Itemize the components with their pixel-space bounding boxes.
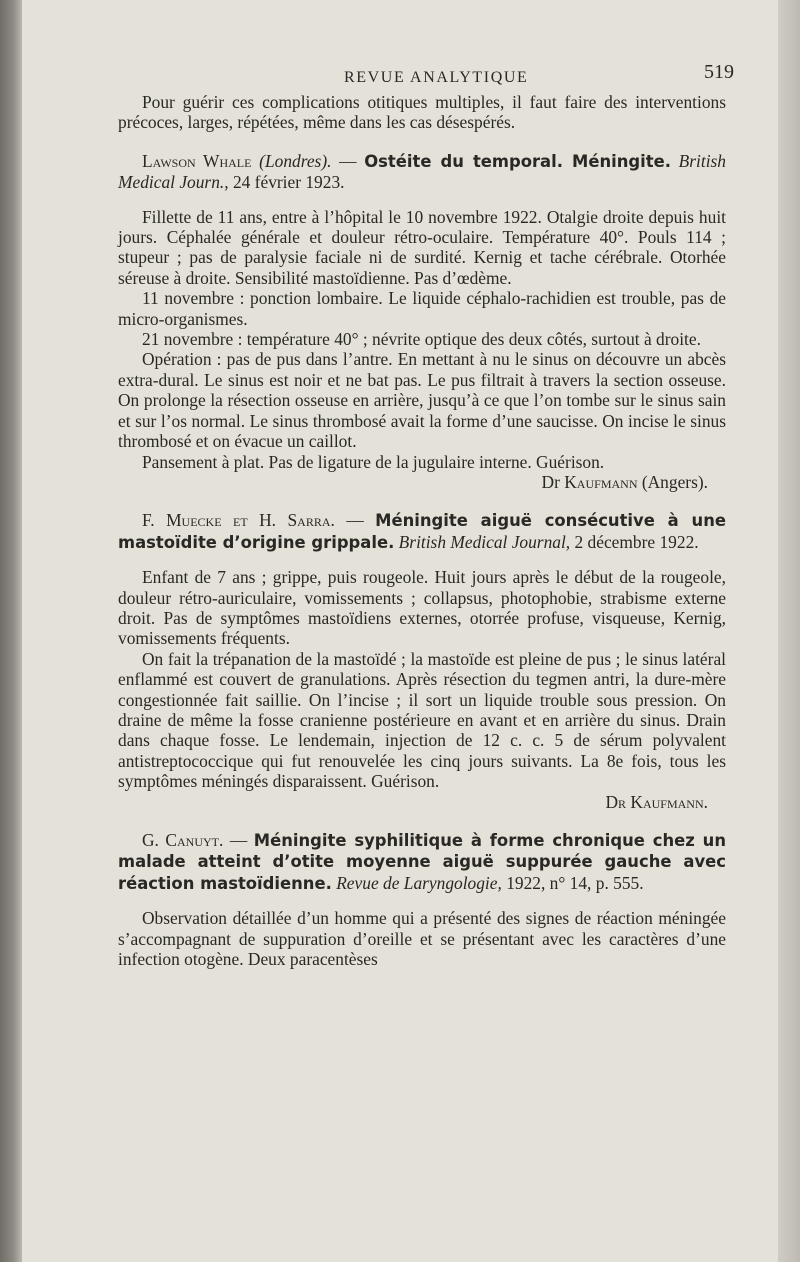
article-1-title: Ostéite du temporal. Méningite. [364,151,671,171]
article-1-source: British Medical Journ., [118,150,726,193]
scan-left-edge [0,0,22,1262]
article-2-signature: Dr Kaufmann. [605,791,708,812]
article-2-paragraph: On fait la trépanation de la mastoïdé ; la mastoïde est pleine de pus ; le sinus latéral enflammé est couvert de granulations. Après résection du tegmen antri, la dure-mère congestionnée fait saillie. On l’incise ; il sort un liquide trouble sous pression. On draine de même la fosse cranienne postérieure en avant et en arrière du sinus. Drain dans chaque fosse. Le lendemain, injection de 12 c. c. 5 de sérum polyvalent antistreptococcique qui fut renouvelée les cinq jours suivants. La 8e fois, tous les symptômes méningés disparaissent. Guérison. [118,648,726,792]
article-2-paragraph: Enfant de 7 ans ; grippe, puis rougeole. Huit jours après le début de la rougeole, douleur rétro-auriculaire, vomissements ; collapsus, photophobie, strabisme externe droit. Pas de symptômes mastoïdiens externes, otorrée profuse, visqueuse, Kernig, vomissements fréquents. [118,567,726,649]
article-2-source: British Medical Journal, [398,531,571,552]
article-1-date: 24 février 1923. [228,172,345,193]
running-title: REVUE ANALYTIQUE [344,69,529,86]
article-3-heading: G. Canuyt. — Méningite syphilitique à forme chronique chez un malade atteint d’otite moyenne aiguë suppurée gauche avec réaction mastoïdienne. Revue de Laryngologie, 1922, n° 14, p. 555. [118,830,726,893]
article-1-paragraph: Fillette de 11 ans, entre à l’hôpital le 10 novembre 1922. Otalgie droite depuis huit jours. Céphalée générale et douleur rétro-oculaire. Température 40°. Pouls 114 ; stupeur ; pas de paralysie faciale ni de surdité. Kernig et tache cérébrale. Otorhée séreuse à droite. Sensibilité mastoïdienne. Pas d’œdème. [118,206,726,288]
article-3-author: G. Canuyt. [142,830,224,850]
article-1-paragraph: 11 novembre : ponction lombaire. Le liquide céphalo-rachidien est trouble, pas de micro-organismes. [118,288,726,329]
article-1-place: (Londres). [259,150,332,171]
article-2-heading: F. Muecke et H. Sarra. — Méningite aiguë consécutive à une mastoïdite d’origine grippale. British Medical Journal, 2 décembre 1922. [118,510,726,552]
article-2-title: Méningite aiguë consécutive à une mastoïdite d’origine grippale. [118,511,726,552]
article-3-date: 1922, n° 14, p. 555. [501,872,644,893]
article-1-author: Lawson Whale [142,150,252,171]
page-number: 519 [704,61,734,83]
article-1-signature: Dr Kaufmann (Angers). [541,471,708,492]
article-2-date: 2 décembre 1922. [570,531,699,552]
article-1-paragraph: Opération : pas de pus dans l’antre. En mettant à nu le sinus on découvre un abcès extra-dural. Le sinus est noir et ne bat pas. Le pus filtrait à travers la section osseuse. On prolonge la résection osseuse en arrière, jusqu’à ce que l’on tombe sur le sinus sain et sur l’os normal. Le sinus thrombosé avait la forme d’une saucisse. On incise le sinus thrombosé et on évacue un caillot. [118,349,726,452]
page-content [118,61,734,970]
article-3-paragraph: Observation détaillée d’un homme qui a présenté des signes de réaction méningée s’accompagnant de suppuration d’oreille et se présentant avec les caractères d’une infection otogène. Deux paracentèses [118,908,726,970]
article-1-paragraph: Pansement à plat. Pas de ligature de la jugulaire interne. Guérison. [142,451,605,472]
article-1-paragraph: 21 novembre : température 40° ; névrite optique des deux côtés, surtout à droite. [142,329,701,350]
article-1-heading: Lawson Whale (Londres). — Ostéite du temporal. Méningite. British Medical Journ., 24 février 1923. [118,150,726,193]
scan-right-edge [778,0,800,1262]
page-header [118,61,734,92]
article-3-source: Revue de Laryngologie, [336,872,502,893]
article-2-authors: F. Muecke et H. Sarra. [142,510,335,531]
article-3-title: Méningite syphilitique à forme chronique chez un malade atteint d’otite moyenne aiguë suppurée gauche avec réaction mastoïdienne. [118,831,726,893]
intro-paragraph: Pour guérir ces complications otitiques multiples, il faut faire des interventions précoces, larges, répétées, même dans les cas désespérés. [118,92,726,133]
